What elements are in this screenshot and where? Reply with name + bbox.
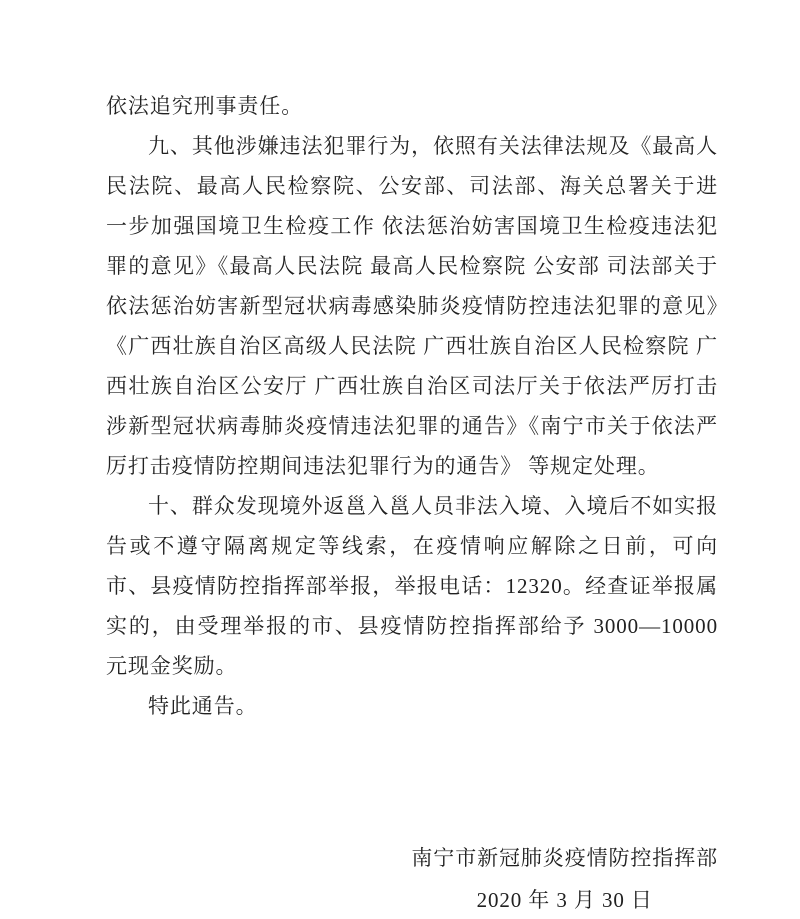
paragraph-continuation: 依法追究刑事责任。 (106, 94, 304, 118)
paragraph-item-9: 九、其他涉嫌违法犯罪行为，依照有关法律法规及《最高人民法院、最高人民检察院、公安部、司法部、海关总署关于进一步加强国境卫生检疫工作 依法惩治妨害国境卫生检疫违法犯罪的意见》《最高人民法院 最高人民检察院 公安部 司法部关于依法惩治妨害新型冠状病毒感染肺炎疫情防控违法犯罪的意见》《广西壮族自治区高级人民法院 广西壮族自治区人民检察院 广西壮族自治区公安厅 广西壮族自治区司法厅关于依法严厉打击涉新型冠状病毒肺炎疫情违法犯罪的通告》《南宁市关于依法严厉打击疫情防控期间违法犯罪行为的通告》 等规定处理。 (106, 134, 718, 478)
paragraph-item-10: 十、群众发现境外返邕入邕人员非法入境、入境后不如实报告或不遵守隔离规定等线索，在疫情响应解除之日前，可向市、县疫情防控指挥部举报，举报电话：12320。经查证举报属实的，由受理举报的市、县疫情防控指挥部给予 3000—10000 元现金奖励。 (106, 494, 718, 678)
signature-block (411, 838, 718, 919)
document-body (106, 86, 718, 919)
paragraph-closing: 特此通告。 (148, 694, 258, 718)
issuing-authority-signature: 南宁市新冠肺炎疫情防控指挥部 (411, 846, 718, 870)
issue-date: 2020 年 3 月 30 日 (476, 888, 653, 912)
